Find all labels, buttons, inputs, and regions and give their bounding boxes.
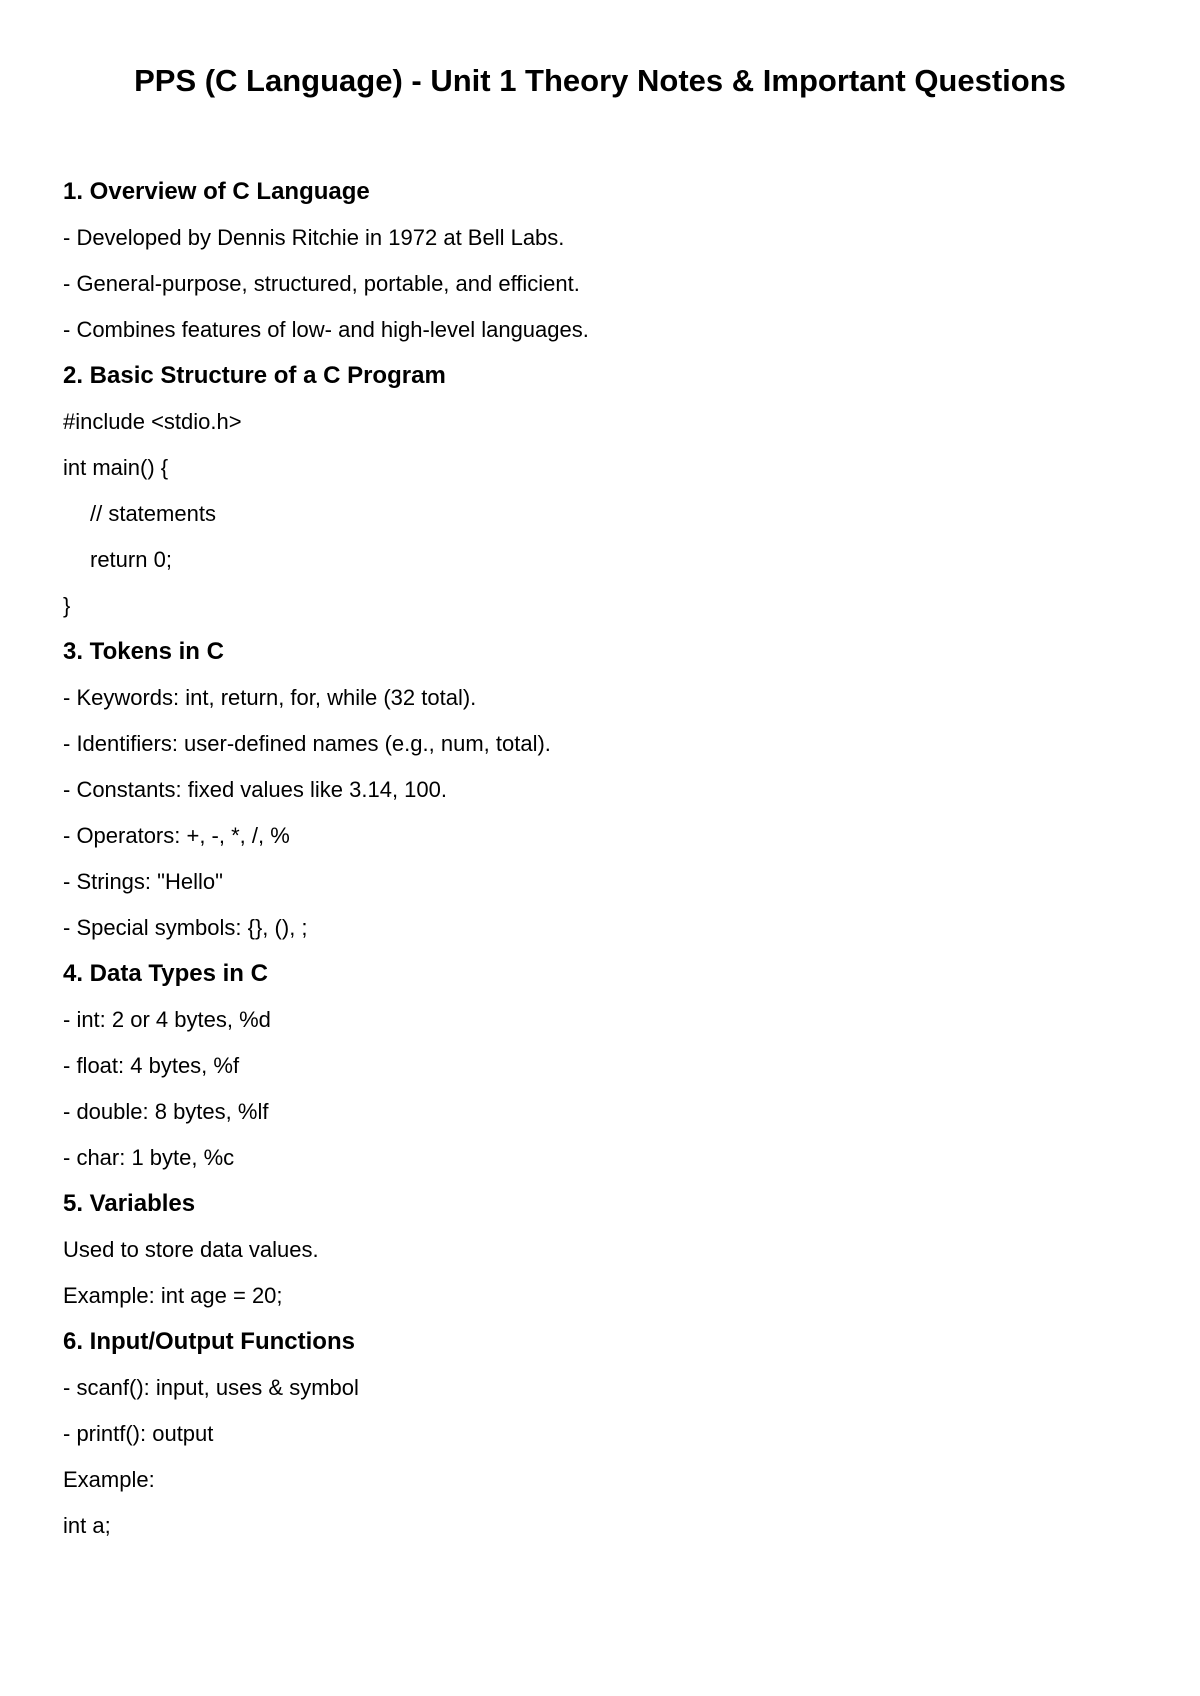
section-program-structure bbox=[63, 358, 1143, 624]
note-line: - Combines features of low- and high-level languages. bbox=[63, 317, 589, 342]
code-line: return 0; bbox=[90, 547, 172, 572]
section-heading: 2. Basic Structure of a C Program bbox=[63, 362, 446, 389]
note-line: - int: 2 or 4 bytes, %d bbox=[63, 1007, 271, 1032]
note-line: - Strings: "Hello" bbox=[63, 869, 223, 894]
note-line: - double: 8 bytes, %lf bbox=[63, 1099, 269, 1124]
section-variables bbox=[63, 1186, 1143, 1314]
section-heading: 5. Variables bbox=[63, 1190, 196, 1217]
note-line: - Constants: fixed values like 3.14, 100. bbox=[63, 777, 447, 802]
note-line: - Keywords: int, return, for, while (32 total). bbox=[63, 685, 477, 710]
section-heading: 3. Tokens in C bbox=[63, 638, 224, 665]
code-line: int a; bbox=[63, 1513, 111, 1538]
section-data-types bbox=[63, 956, 1143, 1176]
note-line: Example: int age = 20; bbox=[63, 1283, 283, 1308]
code-line: } bbox=[63, 593, 71, 618]
page-title: PPS (C Language) - Unit 1 Theory Notes & Important Questions bbox=[134, 63, 1066, 98]
note-line: - char: 1 byte, %c bbox=[63, 1145, 235, 1170]
note-line: Used to store data values. bbox=[63, 1237, 319, 1262]
note-line: - Identifiers: user-defined names (e.g., num, total). bbox=[63, 731, 551, 756]
note-line: - float: 4 bytes, %f bbox=[63, 1053, 240, 1078]
note-line: - scanf(): input, uses & symbol bbox=[63, 1375, 359, 1400]
code-line: #include <stdio.h> bbox=[63, 409, 242, 434]
note-line: - Operators: +, -, *, /, % bbox=[63, 823, 290, 848]
code-line: int main() { bbox=[63, 455, 169, 480]
note-line: - Developed by Dennis Ritchie in 1972 at Bell Labs. bbox=[63, 225, 565, 250]
section-io-functions bbox=[63, 1324, 1143, 1544]
note-line: - printf(): output bbox=[63, 1421, 214, 1446]
section-heading: 4. Data Types in C bbox=[63, 960, 268, 987]
note-line: Example: bbox=[63, 1467, 155, 1492]
note-line: - Special symbols: {}, (), ; bbox=[63, 915, 308, 940]
notes-content bbox=[63, 174, 1143, 1554]
section-heading: 1. Overview of C Language bbox=[63, 178, 370, 205]
note-line: - General-purpose, structured, portable, and efficient. bbox=[63, 271, 580, 296]
section-tokens bbox=[63, 634, 1143, 946]
code-line: // statements bbox=[90, 501, 216, 526]
section-heading: 6. Input/Output Functions bbox=[63, 1328, 355, 1355]
section-overview bbox=[63, 174, 1143, 348]
